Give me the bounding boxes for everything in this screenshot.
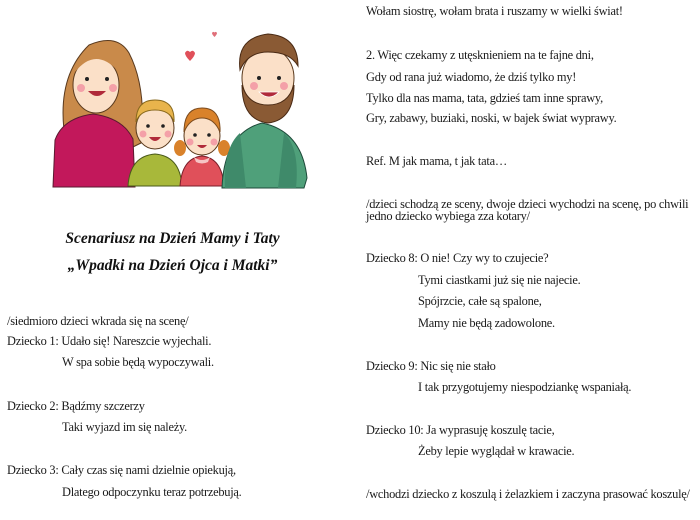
song-line: 2. Więc czekamy z utęsknieniem na te fajne dni, (366, 48, 594, 62)
stage-direction: /dzieci schodzą ze sceny, dwoje dzieci wychodzi na scenę, po chwili (366, 197, 689, 211)
dialogue-line-indented: Taki wyjazd im się należy. (62, 420, 187, 434)
daughter-figure (174, 108, 230, 186)
dialogue-line: Dziecko 8: O nie! Czy wy to czujecie? (366, 251, 549, 265)
dialogue-line-indented: I tak przygotujemy niespodziankę wspaniałą. (418, 380, 632, 394)
family-illustration (40, 20, 320, 190)
dialogue-line: Dziecko 3: Cały czas się nami dzielnie opiekują, (7, 463, 236, 477)
scenario-subtitle: „Wpadki na Dzień Ojca i Matki” (67, 257, 278, 274)
dialogue-line-indented: Spójrzcie, całe są spalone, (418, 294, 542, 308)
father-figure (222, 34, 307, 188)
song-line: Gry, zabawy, buziaki, noski, w bajek świat wyprawy. (366, 111, 617, 125)
scenario-title: Scenariusz na Dzień Mamy i Taty (65, 230, 280, 247)
dialogue-line-indented: Tymi ciastkami już się nie najecie. (418, 273, 581, 287)
dialogue-line-indented: Żeby lepie wyglądał w krawacie. (418, 444, 575, 458)
dialogue-line: Dziecko 10: Ja wyprasuję koszulę tacie, (366, 423, 555, 437)
stage-direction: jedno dziecko wybiega zza kotary/ (366, 209, 530, 223)
heart-icon (185, 51, 195, 61)
dialogue-line-indented: W spa sobie będą wypoczywali. (62, 355, 214, 369)
song-line: Tylko dla nas mama, tata, gdzieś tam inne sprawy, (366, 91, 603, 105)
dialogue-line: Dziecko 2: Bądźmy szczerzy (7, 399, 145, 413)
stage-direction: /wchodzi dziecko z koszulą i żelazkiem i zaczyna prasować koszulę/ (366, 487, 690, 501)
dialogue-line-indented: Mamy nie będą zadowolone. (418, 316, 555, 330)
heart-icon (212, 32, 217, 37)
mother-figure (53, 41, 143, 188)
dialogue-line: Dziecko 1: Udało się! Nareszcie wyjechali. (7, 334, 212, 348)
song-line: Gdy od rana już wiadomo, że dziś tylko my! (366, 70, 577, 84)
refrain-line: Ref. M jak mama, t jak tata… (366, 154, 507, 168)
dialogue-line-indented: Dlatego odpoczynku teraz potrzebują. (62, 485, 242, 499)
song-line: Wołam siostrę, wołam brata i ruszamy w wielki świat! (366, 4, 623, 18)
dialogue-line: Dziecko 9: Nic się nie stało (366, 359, 496, 373)
stage-direction: /siedmioro dzieci wkrada się na scenę/ (7, 314, 189, 328)
